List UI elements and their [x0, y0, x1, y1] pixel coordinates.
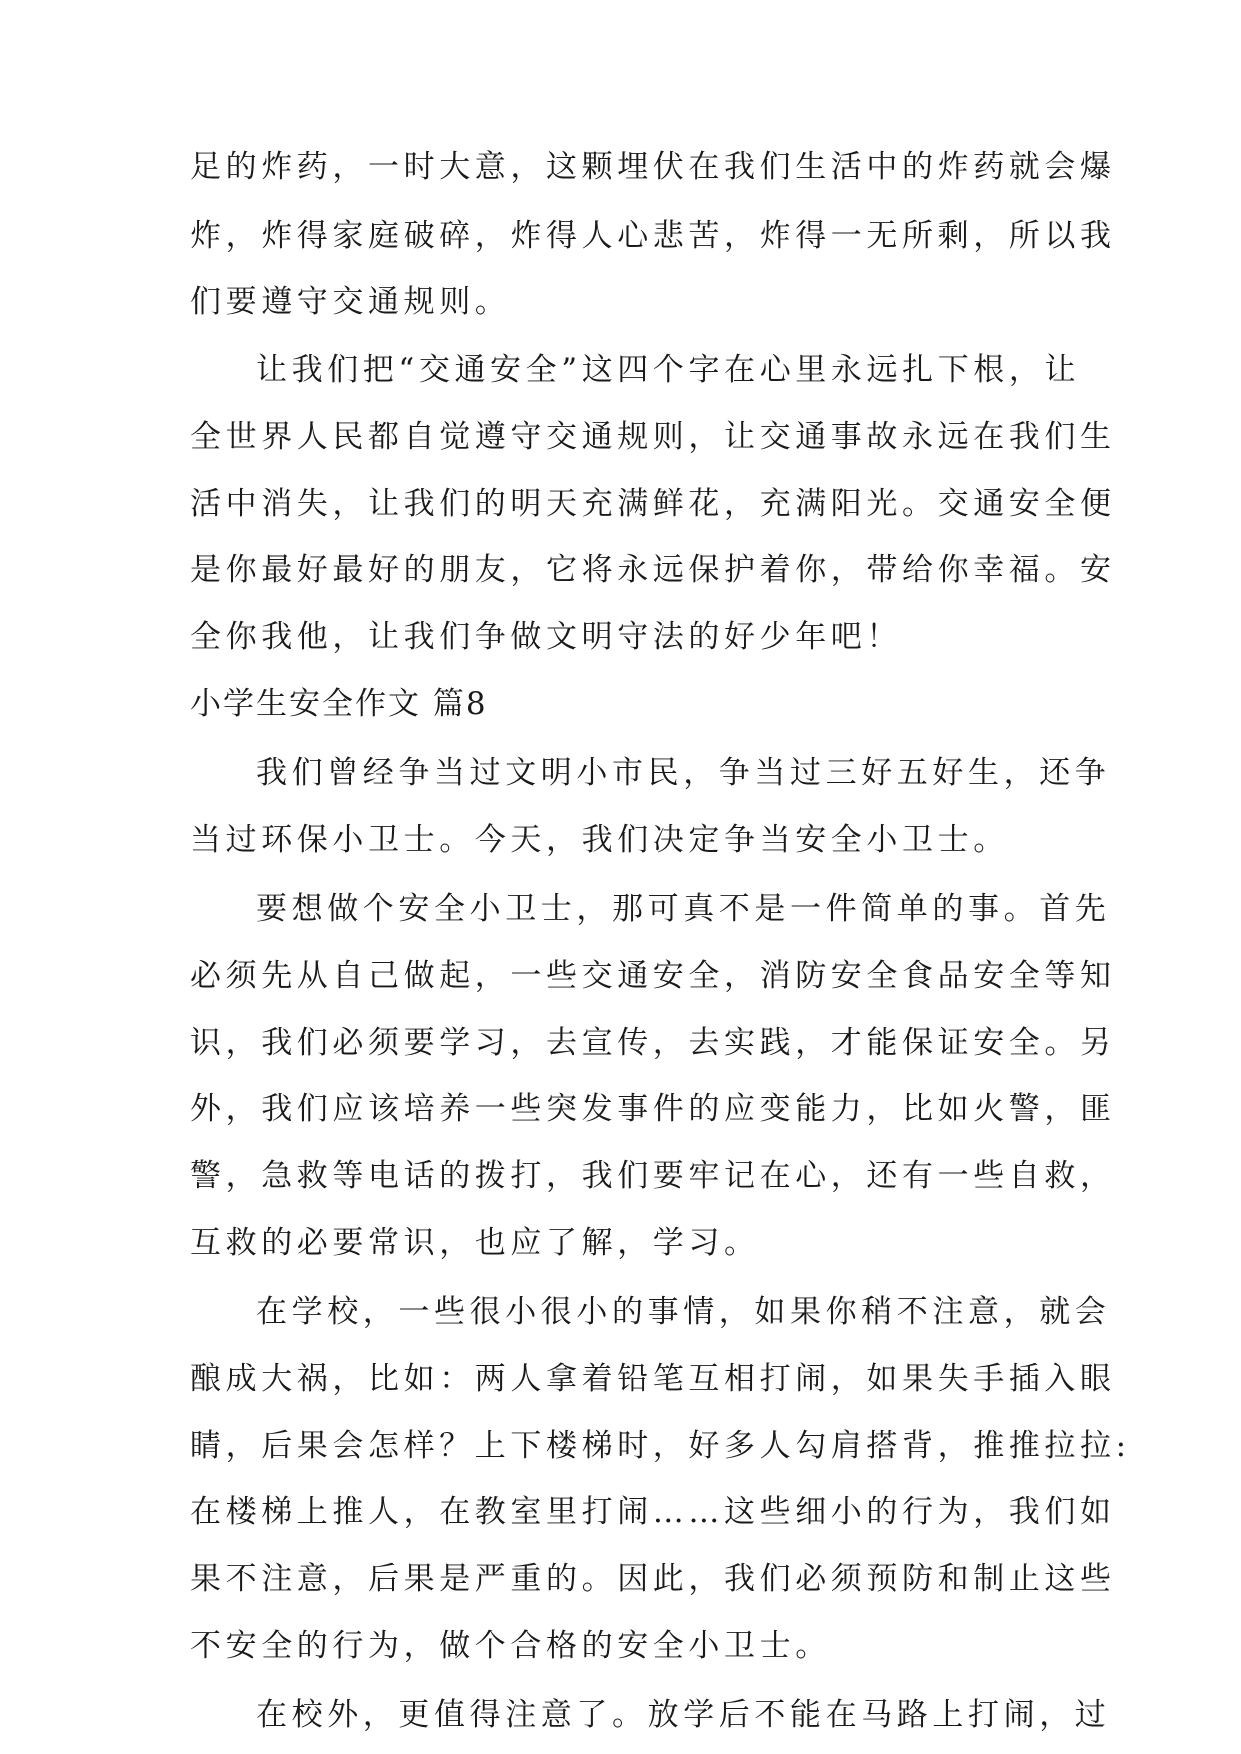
- text-line: 活中消失，让我们的明天充满鲜花，充满阳光。交通安全便: [190, 486, 1116, 522]
- text-line: 全世界人民都自觉遵守交通规则，让交通事故永远在我们生: [190, 419, 1116, 455]
- text-line: 酿成大祸，比如：两人拿着铅笔互相打闹，如果失手插入眼: [190, 1361, 1116, 1397]
- text-line: 当过环保小卫士。今天，我们决定争当安全小卫士。: [190, 822, 1009, 858]
- text-line: 睛，后果会怎样？上下楼梯时，好多人勾肩搭背，推推拉拉:: [190, 1428, 1131, 1464]
- text-line: 互救的必要常识，也应了解，学习。: [190, 1225, 760, 1261]
- paragraph-first-line: 在学校，一些很小很小的事情，如果你稍不注意，就会: [256, 1294, 1111, 1330]
- text-line: 必须先从自己做起，一些交通安全，消防安全食品安全等知: [190, 958, 1116, 994]
- paragraph-first-line: 在校外，更值得注意了。放学后不能在马路上打闹，过: [256, 1697, 1111, 1733]
- text-line: 足的炸药，一时大意，这颗埋伏在我们生活中的炸药就会爆: [190, 149, 1116, 185]
- paragraph-first-line: 我们曾经争当过文明小市民，争当过三好五好生，还争: [256, 755, 1111, 791]
- text-line: 警，急救等电话的拨打，我们要牢记在心，还有一些自救，: [190, 1158, 1116, 1194]
- text-line: 们要遵守交通规则。: [190, 284, 511, 320]
- text-line: 全你我他，让我们争做文明守法的好少年吧！: [190, 619, 902, 655]
- text-line: 炸，炸得家庭破碎，炸得人心悲苦，炸得一无所剩，所以我: [190, 218, 1116, 254]
- text-line: 果不注意，后果是严重的。因此，我们必须预防和制止这些: [190, 1561, 1116, 1597]
- text-line: 外，我们应该培养一些突发事件的应变能力，比如火警，匪: [190, 1091, 1116, 1127]
- text-line: 不安全的行为，做个合格的安全小卫士。: [190, 1628, 831, 1664]
- text-line: 在楼梯上推人，在教室里打闹……这些细小的行为，我们如: [190, 1494, 1116, 1530]
- section-heading: 小学生安全作文 篇8: [190, 686, 488, 722]
- paragraph-first-line: 要想做个安全小卫士，那可真不是一件简单的事。首先: [256, 891, 1111, 927]
- paragraph-first-line: 让我们把“交通安全”这四个字在心里永远扎下根，让: [256, 352, 1081, 388]
- text-line: 识，我们必须要学习，去宣传，去实践，才能保证安全。另: [190, 1025, 1116, 1061]
- text-line: 是你最好最好的朋友，它将永远保护着你，带给你幸福。安: [190, 552, 1116, 588]
